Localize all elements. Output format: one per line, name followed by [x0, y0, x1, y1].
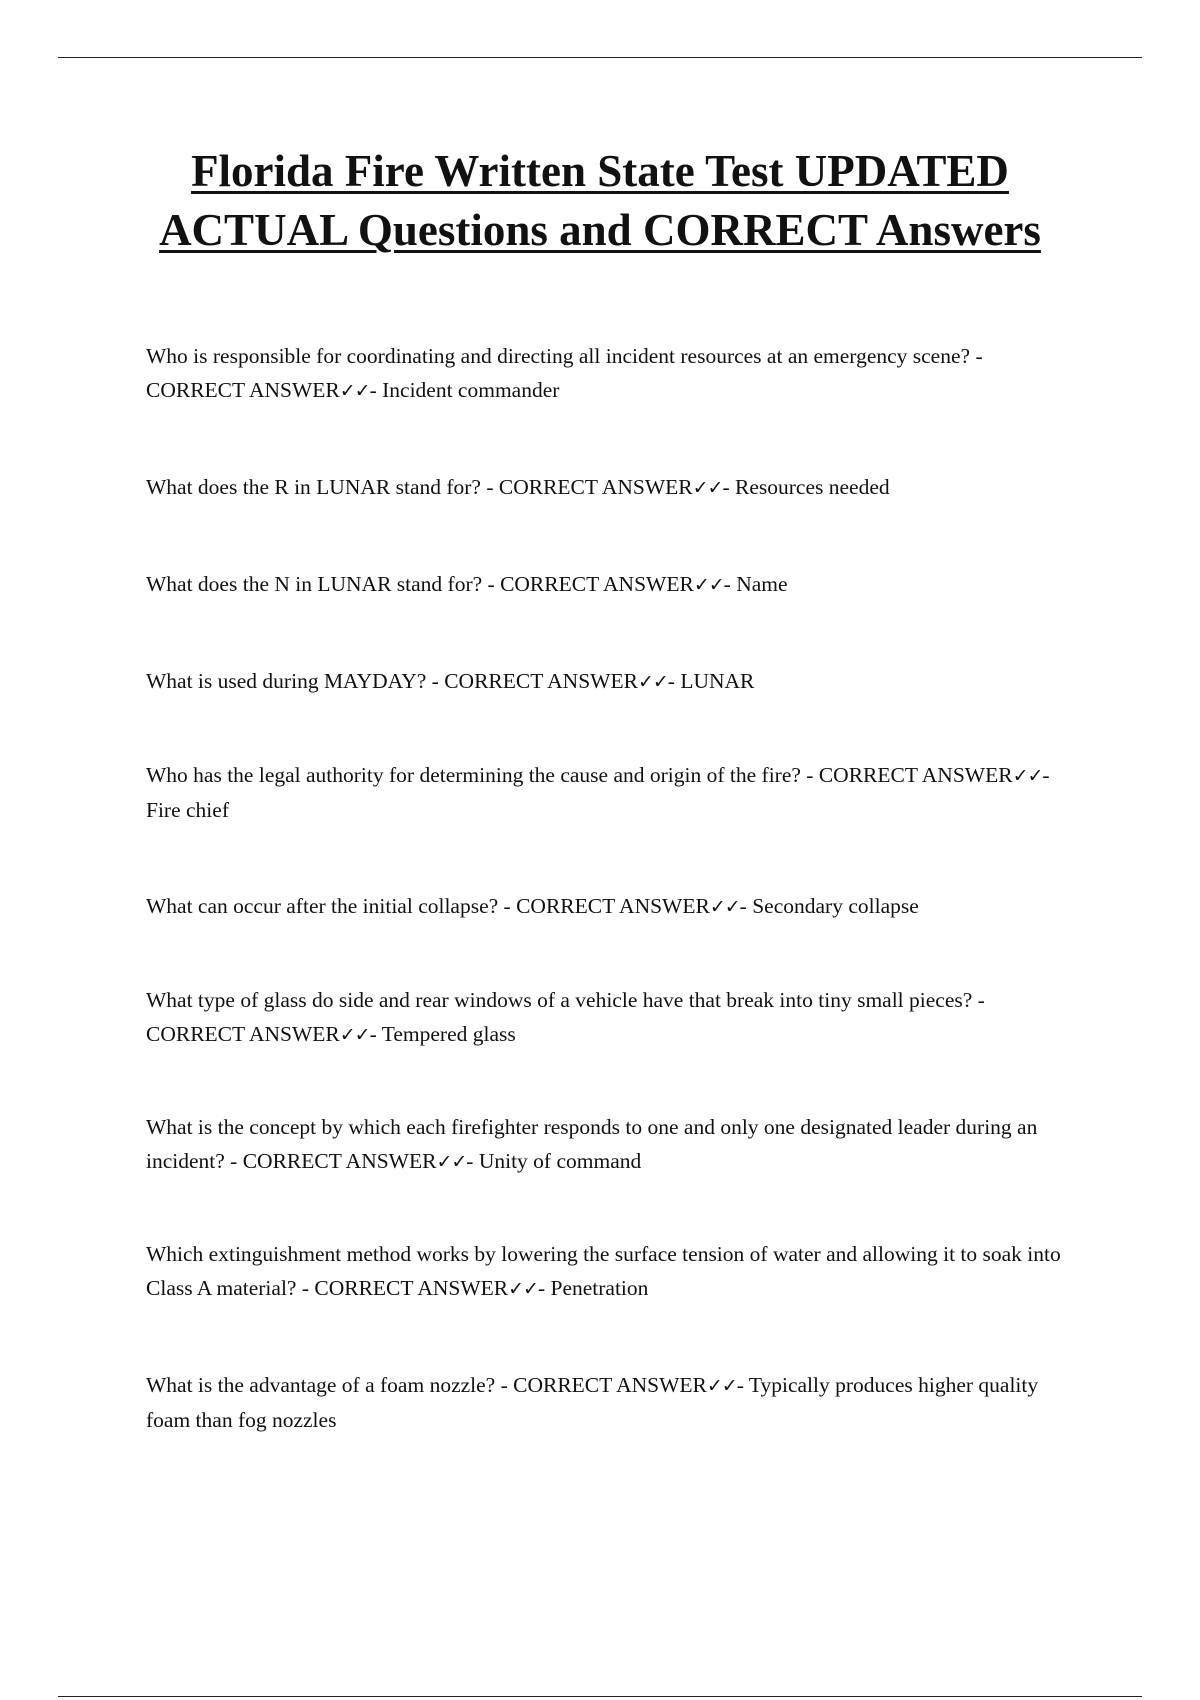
double-check-icon: ✓✓: [709, 896, 740, 918]
qa-item-8: [146, 1110, 1066, 1179]
answer-text: - Typically produces higher quality foam than fog nozzles: [146, 1373, 1039, 1432]
question-text: Who has the legal authority for determining the cause and origin of the fire? - CORRECT ANSWER: [146, 763, 1013, 787]
double-check-icon: ✓✓: [706, 1375, 737, 1397]
answer-text: - LUNAR: [667, 669, 755, 693]
qa-item-6: [146, 889, 1066, 924]
top-rule: [58, 57, 1142, 58]
answer-text: - Incident commander: [369, 378, 560, 402]
qa-item-10: [146, 1368, 1066, 1437]
answer-text: - Unity of command: [466, 1149, 642, 1173]
question-text: What can occur after the initial collapse? - CORRECT ANSWER: [146, 894, 710, 918]
qa-item-9: [146, 1237, 1066, 1306]
question-text: What does the R in LUNAR stand for? - CORRECT ANSWER: [146, 475, 693, 499]
double-check-icon: ✓✓: [339, 380, 370, 402]
question-text: What type of glass do side and rear windows of a vehicle have that break into tiny small pieces? - CORRECT ANSWER: [146, 988, 985, 1046]
double-check-icon: ✓✓: [1012, 765, 1043, 787]
question-text: What is used during MAYDAY? - CORRECT ANSWER: [146, 669, 638, 693]
double-check-icon: ✓✓: [637, 671, 668, 693]
qa-item-1: [146, 339, 1066, 408]
answer-text: - Name: [723, 572, 788, 596]
qa-item-3: [146, 567, 1066, 602]
double-check-icon: ✓✓: [339, 1024, 370, 1046]
answer-text: - Resources needed: [722, 475, 890, 499]
answer-text: - Tempered glass: [369, 1022, 516, 1046]
document-title: Florida Fire Written State Test UPDATED ACTUAL Questions and CORRECT Answers: [159, 146, 1041, 255]
answer-text: - Fire chief: [146, 763, 1050, 822]
question-text: Which extinguishment method works by lowering the surface tension of water and allowing it to soak into Class A material? - CORRECT ANSWER: [146, 1242, 1061, 1300]
question-text: Who is responsible for coordinating and directing all incident resources at an emergency scene? - CORRECT ANSWER: [146, 344, 983, 402]
double-check-icon: ✓✓: [693, 574, 724, 596]
question-text: What does the N in LUNAR stand for? - CORRECT ANSWER: [146, 572, 694, 596]
qa-item-7: [146, 983, 1066, 1052]
bottom-rule: [58, 1696, 1142, 1697]
qa-item-5: [146, 758, 1066, 827]
qa-item-2: [146, 470, 1066, 505]
answer-text: - Penetration: [537, 1276, 649, 1300]
answer-text: - Secondary collapse: [739, 894, 919, 918]
question-text: What is the advantage of a foam nozzle? - CORRECT ANSWER: [146, 1373, 707, 1397]
question-text: What is the concept by which each firefighter responds to one and only one designated leader during an incident? - CORRECT ANSWER: [146, 1115, 1038, 1173]
double-check-icon: ✓✓: [508, 1278, 538, 1300]
double-check-icon: ✓✓: [436, 1151, 467, 1173]
qa-item-4: [146, 664, 1066, 699]
double-check-icon: ✓✓: [692, 477, 723, 499]
